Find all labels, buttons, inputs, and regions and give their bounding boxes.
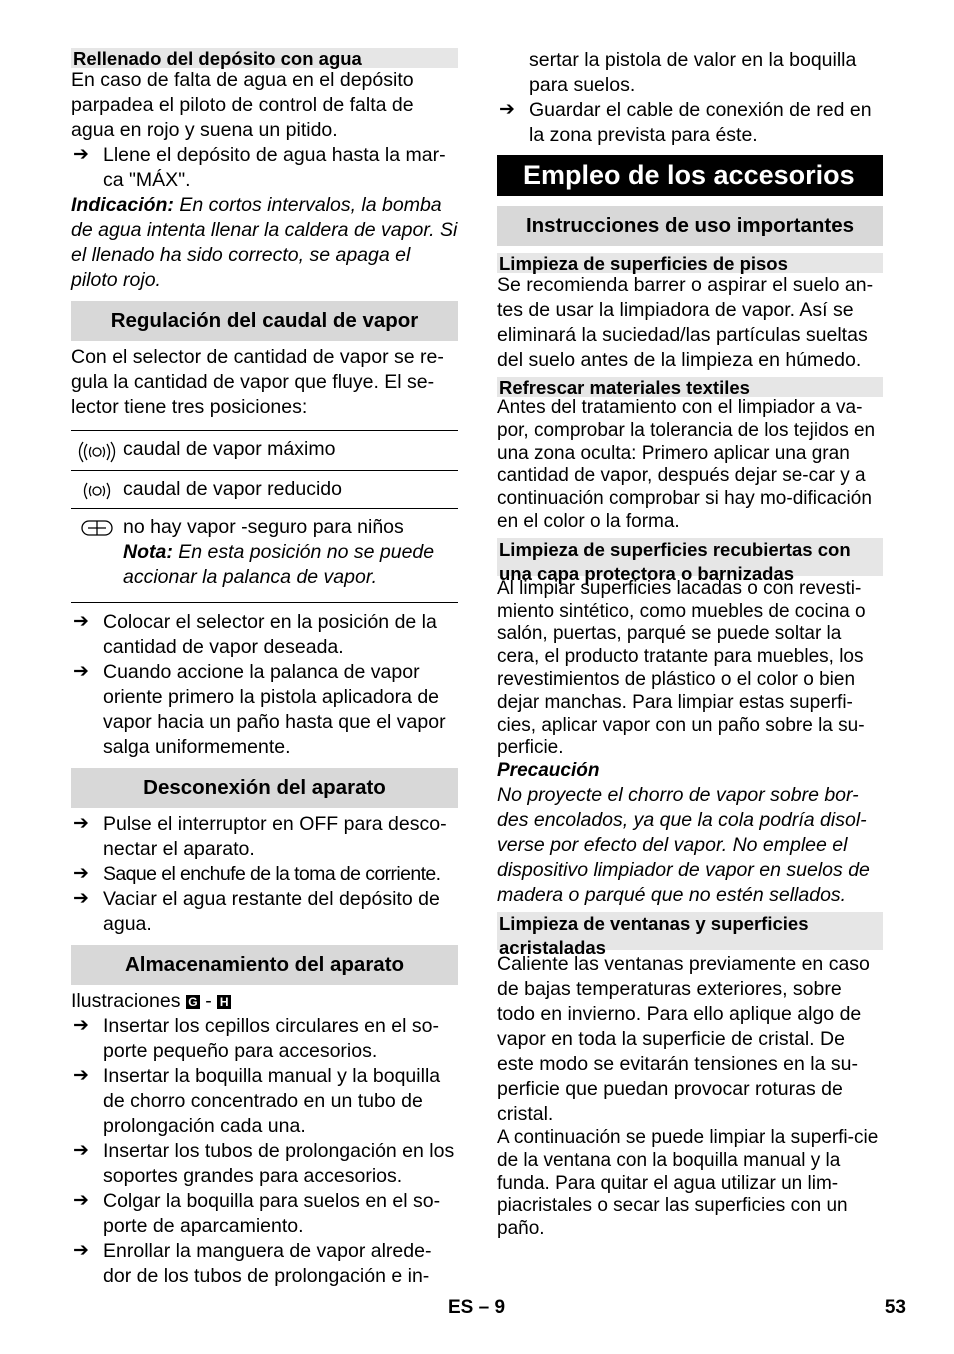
list-item: ➔ Insertar los tubos de prolongación en los soportes grandes para accesorios. — [73, 1140, 455, 1187]
no-steam-lock-icon — [80, 517, 114, 539]
right-column — [497, 48, 883, 1241]
table-row: caudal de vapor reducido — [71, 471, 458, 509]
arrow-icon: ➔ — [499, 99, 515, 120]
list-item: ➔ Insertar los cepillos circulares en el so-porte pequeño para accesorios. — [73, 1015, 439, 1062]
page-number: 53 — [884, 1297, 906, 1318]
page-title: Empleo de los accesorios — [497, 155, 883, 196]
list-item: ➔ Guardar el cable de conexión de red en la zona prevista para éste. — [499, 99, 872, 146]
table-row: caudal de vapor máximo — [71, 431, 458, 471]
arrow-icon: ➔ — [73, 888, 89, 909]
list-item: ➔ Colocar el selector en la posición de la cantidad de vapor deseada. — [73, 611, 437, 658]
arrow-icon: ➔ — [73, 611, 89, 632]
arrow-icon: ➔ — [73, 863, 89, 884]
list-item: ➔ Vaciar el agua restante del depósito de agua. — [73, 888, 440, 935]
arrow-icon: ➔ — [73, 144, 89, 165]
arrow-icon: ➔ — [73, 813, 89, 834]
illustrations-line: Ilustraciones G - H — [71, 989, 458, 1014]
textile-heading: Refrescar materiales textiles — [497, 377, 883, 397]
floor-paragraph: Se recomienda barrer o aspirar el suelo an-tes de usar la limpiadora de vapor. Así se eliminará la suciedad/las partículas sueltas del suelo antes de la limpieza en húmedo. — [497, 274, 874, 371]
steam-paragraph: Con el selector de cantidad de vapor se re-gula la cantidad de vapor que fluye. El se-lector tiene tres posiciones: — [71, 346, 444, 418]
coated-heading: Limpieza de superficies recubiertas con una capa protectora o barnizadas — [497, 538, 883, 576]
left-column — [71, 48, 458, 1289]
arrow-icon: ➔ — [73, 1190, 89, 1211]
arrow-icon: ➔ — [73, 1015, 89, 1036]
list-item: ➔ Enrollar la manguera de vapor alrede-dor de los tubos de prolongación e in- — [73, 1240, 432, 1287]
max-steam-icon — [77, 439, 117, 465]
window-paragraph-2: A continuación se puede limpiar la superfi-cie de la ventana con la boquilla manual y la funda. Para quitar el agua utilizar un lim-piacristales o secar las superficies con un paño. — [497, 1126, 879, 1240]
textile-paragraph: Antes del tratamiento con el limpiador a va-por, comprobar la tolerancia de los tejidos en una zona oculta: Primero aplicar una gran cantidad de vapor, después dejar se-car y a continuación comprobar si hay mo-dificación en el color o la forma. — [497, 397, 876, 532]
arrow-icon: ➔ — [73, 1140, 89, 1161]
list-item: ➔ Cuando accione la palanca de vapor oriente primero la pistola aplicadora de vapor hacia un paño hasta que el vapor salga uniformemente. — [73, 661, 446, 758]
instructions-heading: Instrucciones de uso importantes — [497, 206, 883, 246]
refill-heading: Rellenado del depósito con agua — [71, 48, 458, 68]
disconnect-heading: Desconexión del aparato — [71, 768, 458, 808]
coated-paragraph: Al limpiar superficies lacadas o con revesti-miento sintético, como muebles de cocina o salón, puertas, parqué se puede soltar la cera, el producto tratante para muebles, los revestimientos de plástico o el color o bien dejar manchas. Para limpiar estas superfi-cies, aplicar vapor con un paño sobre la su-perficie. — [497, 577, 866, 759]
figure-h-badge: H — [217, 995, 231, 1009]
note-paragraph: Indicación: En cortos intervalos, la bomba de agua intenta llenar la caldera de vapor. Si el llenado ha sido correcto, se apaga el piloto rojo. — [71, 194, 458, 291]
window-paragraph-1: Caliente las ventanas previamente en caso de bajas temperaturas exteriores, sobre todo en invierno. Para ello aplique algo de vapor en toda la superficie de cristal. De este modo se evitarán tensiones en la su-perficie que puedan provocar roturas de cristal. — [497, 952, 870, 1125]
refill-paragraph: En caso de falta de agua en el depósito parpadea el piloto de control de falta de agua en rojo y suena un pitido. — [71, 69, 414, 141]
caution-paragraph: No proyecte el chorro de vapor sobre bor-des encolados, ya que la cola podría disol-verse por efecto del vapor. No emplee el dispositivo limpiador de vapor en suelos de madera o parqué que no estén sellados. — [497, 783, 870, 906]
caution-label: Precaución — [497, 760, 600, 782]
arrow-icon: ➔ — [73, 1065, 89, 1086]
list-item: ➔ Colgar la boquilla para suelos en el so-porte de aparcamiento. — [73, 1190, 441, 1237]
figure-g-badge: G — [186, 995, 200, 1009]
steam-positions-table — [71, 430, 458, 603]
window-heading: Limpieza de ventanas y superficies acristaladas — [497, 912, 883, 950]
table-row: no hay vapor -seguro para niños Nota: En esta posición no se puede accionar la palanca de vapor. — [71, 509, 458, 602]
reduced-steam-icon — [82, 479, 112, 503]
list-item: ➔ Saque el enchufe de la toma de corriente. — [73, 863, 441, 885]
arrow-icon: ➔ — [73, 1240, 89, 1261]
steam-regulation-heading: Regulación del caudal de vapor — [71, 301, 458, 341]
floor-heading: Limpieza de superficies de pisos — [497, 253, 883, 273]
list-item: ➔ Insertar la boquilla manual y la boquilla de chorro concentrado en un tubo de prolongación cada una. — [73, 1065, 441, 1137]
arrow-icon: ➔ — [73, 661, 89, 682]
list-item: ➔ Llene el depósito de agua hasta la mar-ca "MÁX". — [73, 144, 446, 191]
continued-paragraph: sertar la pistola de valor en la boquilla para suelos. — [529, 49, 857, 96]
storage-heading: Almacenamiento del aparato — [71, 945, 458, 985]
list-item: ➔ Pulse el interruptor en OFF para desco-nectar el aparato. — [73, 813, 447, 860]
section-number: ES – 9 — [448, 1297, 506, 1318]
